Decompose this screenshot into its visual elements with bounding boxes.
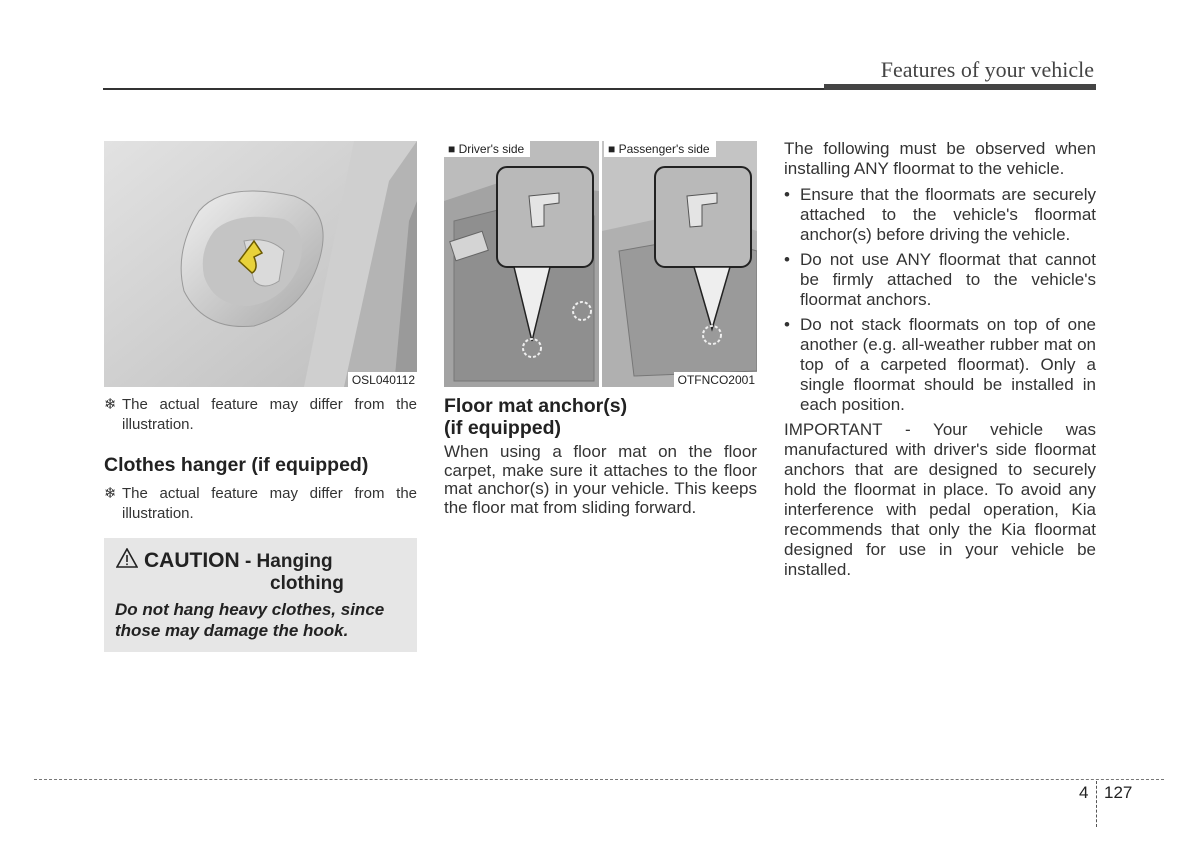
important-notice: IMPORTANT - Your vehicle was manufactured with driver's side floormat anchors that are designed to securely hold the floormat in place. To avoid any interference with pedal operation, Kia recommends that only the Kia floormat designed for use in your vehicle be installed. xyxy=(784,420,1096,579)
floor-mat-anchor-description: When using a floor mat on the floor carpet, make sure it attaches to the floor mat anchor(s) in your vehicle. This keeps the floor mat from sliding forward. xyxy=(444,442,757,517)
panel-label-drivers-side: ■ Driver's side xyxy=(444,141,530,157)
caution-body: Do not hang heavy clothes, since those may damage the hook. xyxy=(115,600,385,640)
clothes-hanger-illustration xyxy=(104,141,417,387)
list-item: • Do not use ANY floormat that cannot be firmly attached to the vehicle's floormat anchors. xyxy=(784,250,1096,309)
section-heading-clothes-hanger: Clothes hanger (if equipped) xyxy=(104,454,369,476)
footer-divider xyxy=(1096,781,1097,827)
note-mark-icon: ❄ xyxy=(104,485,117,502)
middle-column xyxy=(444,141,757,517)
warning-triangle-icon xyxy=(116,548,138,568)
clothes-hanger-drawing xyxy=(104,141,417,387)
footer-rule xyxy=(34,779,1164,780)
page-number: 127 xyxy=(1104,783,1133,802)
note-mark-icon: ❄ xyxy=(104,396,117,413)
header-rule-accent xyxy=(824,84,1096,90)
bullet-icon: • xyxy=(784,250,790,269)
figure-code: OSL040112 xyxy=(348,372,417,387)
section-heading-floor-mat-anchor: Floor mat anchor(s) (if equipped) xyxy=(444,395,628,439)
bullet-icon: • xyxy=(784,315,790,334)
page-header-title: Features of your vehicle xyxy=(880,57,1094,82)
illustration-note-2: ❄ The actual feature may differ from the illustration. xyxy=(104,485,417,522)
floormat-intro: The following must be observed when installing ANY floormat to the vehicle. xyxy=(784,139,1096,178)
list-item: • Ensure that the floormats are securely attached to the vehicle's floormat anchor(s) before driving the vehicle. xyxy=(784,185,1096,244)
figure-code: OTFNCO2001 xyxy=(674,372,757,387)
right-column xyxy=(784,139,1096,580)
caution-heading: CAUTION - Hanging clothing xyxy=(116,548,344,595)
panel-label-passengers-side: ■ Passenger's side xyxy=(604,141,716,157)
caution-box xyxy=(104,538,417,652)
floor-mat-anchor-illustration xyxy=(444,141,757,387)
illustration-note: ❄ The actual feature may differ from the illustration. xyxy=(104,396,417,433)
list-item: • Do not stack floormats on top of one another (e.g. all-weather rubber mat on top of a carpeted floormat). Only a single floormat should be installed in each position. xyxy=(784,315,1096,414)
left-column xyxy=(104,141,417,524)
floor-mat-anchor-drawing xyxy=(444,141,757,387)
chapter-number: 4 xyxy=(1079,783,1089,802)
bullet-icon: • xyxy=(784,185,790,204)
